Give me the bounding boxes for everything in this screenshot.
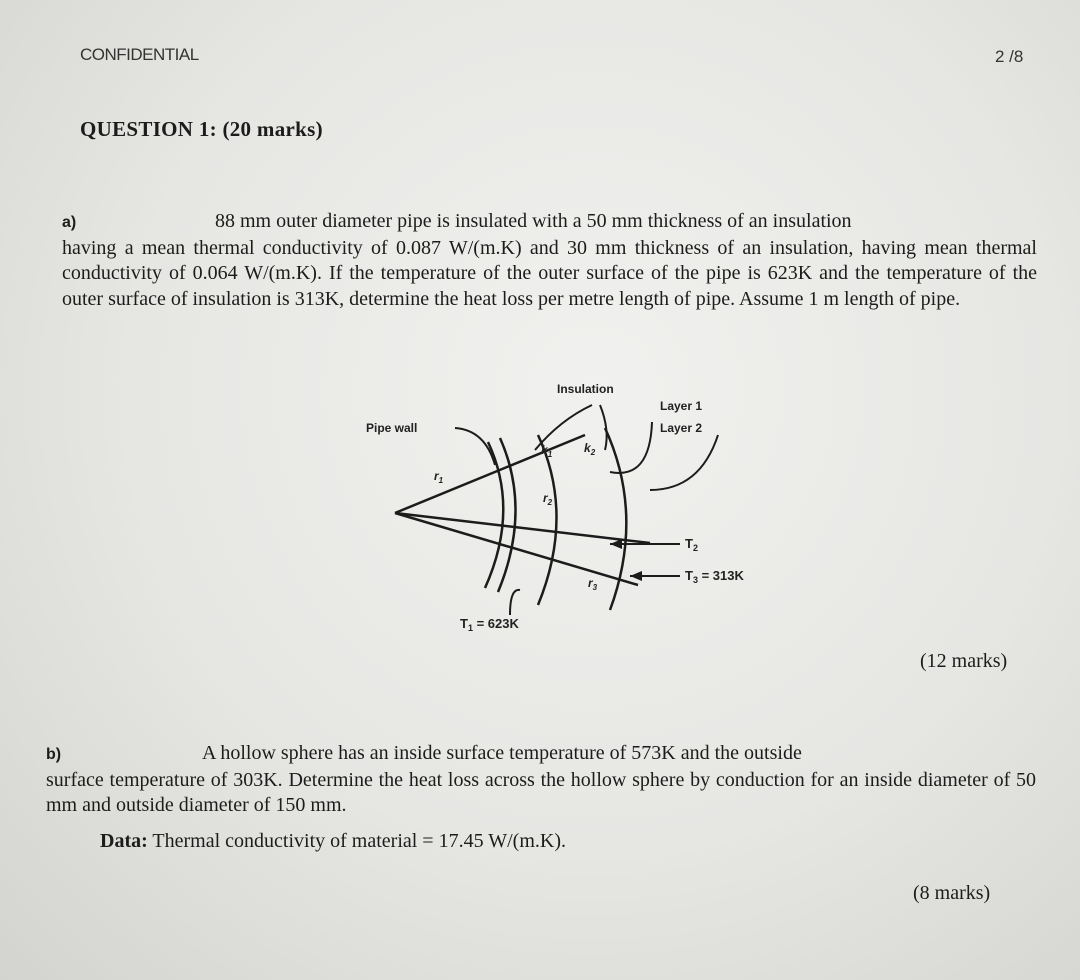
t1-arrow: [510, 590, 520, 615]
figure-svg: [360, 380, 780, 640]
t1-value: = 623K: [472, 616, 519, 631]
t2-sub: 2: [692, 543, 698, 553]
confidential-header: CONFIDENTIAL: [80, 45, 199, 64]
part-b-marks: (8 marks): [913, 882, 991, 904]
part-a-label: a): [62, 214, 77, 231]
layer1-outer-arc: [538, 435, 557, 605]
r2-label: r: [543, 491, 548, 505]
svg-text:k2: [584, 441, 596, 457]
part-a-body: having a mean thermal conductivity of 0.087 W/(m.K) and 30 mm thickness of an insulation, having mean thermal conductivity of 0.064 W/(m.K). If the temperature of the outer surface of the pipe is 623K and the temperature of the outer surface of insulation is 313K, determine the heat loss per metre length of pipe. Assume 1 m length of pipe.: [62, 236, 1037, 310]
layer1-pointer: [610, 422, 652, 473]
question-title: QUESTION 1: (20 marks): [80, 117, 323, 141]
part-a-marks: (12 marks): [920, 650, 1008, 672]
data-text: Thermal conductivity of material = 17.45 W/(m.K).: [147, 830, 566, 852]
r3-label: r: [588, 576, 593, 590]
part-b-data: [100, 830, 566, 853]
k2-label: k: [584, 441, 591, 455]
pipe-wall-outer-arc: [498, 438, 516, 592]
t3-sub: 3: [692, 575, 698, 585]
layer1-label: Layer 1: [660, 399, 703, 413]
k1-sub: 1: [547, 450, 553, 459]
svg-text:r3: [588, 576, 598, 592]
radius-line-lower: [395, 513, 638, 585]
radius-line-middle: [395, 513, 650, 543]
data-label: Data:: [100, 830, 148, 852]
layer2-label: Layer 2: [660, 421, 703, 435]
insulated-pipe-figure: [360, 380, 780, 640]
insulation-pointer-2: [600, 405, 607, 450]
layer2-outer-arc: [605, 428, 626, 610]
r1-sub: 1: [438, 476, 444, 485]
insulation-label: Insulation: [557, 382, 614, 396]
part-a-line1: 88 mm outer diameter pipe is insulated with a 50 mm thickness of an insulation: [215, 210, 852, 232]
part-b-body: surface temperature of 303K. Determine the heat loss across the hollow sphere by conduction for an inside diameter of 50 mm and outside diameter of 150 mm.: [46, 768, 1036, 816]
t1-label: T: [460, 616, 468, 631]
part-b-label: b): [46, 746, 62, 763]
k2-sub: 2: [590, 448, 596, 457]
pipe-wall-label: Pipe wall: [366, 421, 418, 435]
part-a-text: [62, 209, 1037, 312]
svg-text:T1 = 623K: [460, 616, 519, 633]
svg-text:k1: [541, 443, 553, 459]
page-number: 2 /8: [995, 47, 1024, 66]
t3-label: T: [685, 568, 693, 583]
k1-label: k: [541, 443, 548, 457]
t2-label: T: [685, 536, 693, 551]
r1-label: r: [434, 469, 439, 483]
t1-sub: 1: [467, 623, 473, 633]
part-b-line1: A hollow sphere has an inside surface temperature of 573K and the outside: [202, 742, 802, 764]
svg-text:r2: [543, 491, 553, 507]
r2-sub: 2: [547, 498, 553, 507]
svg-text:T3 = 313K: [685, 568, 744, 585]
r3-sub: 3: [592, 583, 598, 592]
t3-value: = 313K: [697, 568, 744, 583]
part-b-text: [46, 741, 1036, 819]
layer2-pointer: [650, 435, 718, 490]
svg-text:r1: [434, 469, 444, 485]
svg-text:T2: [685, 536, 698, 553]
